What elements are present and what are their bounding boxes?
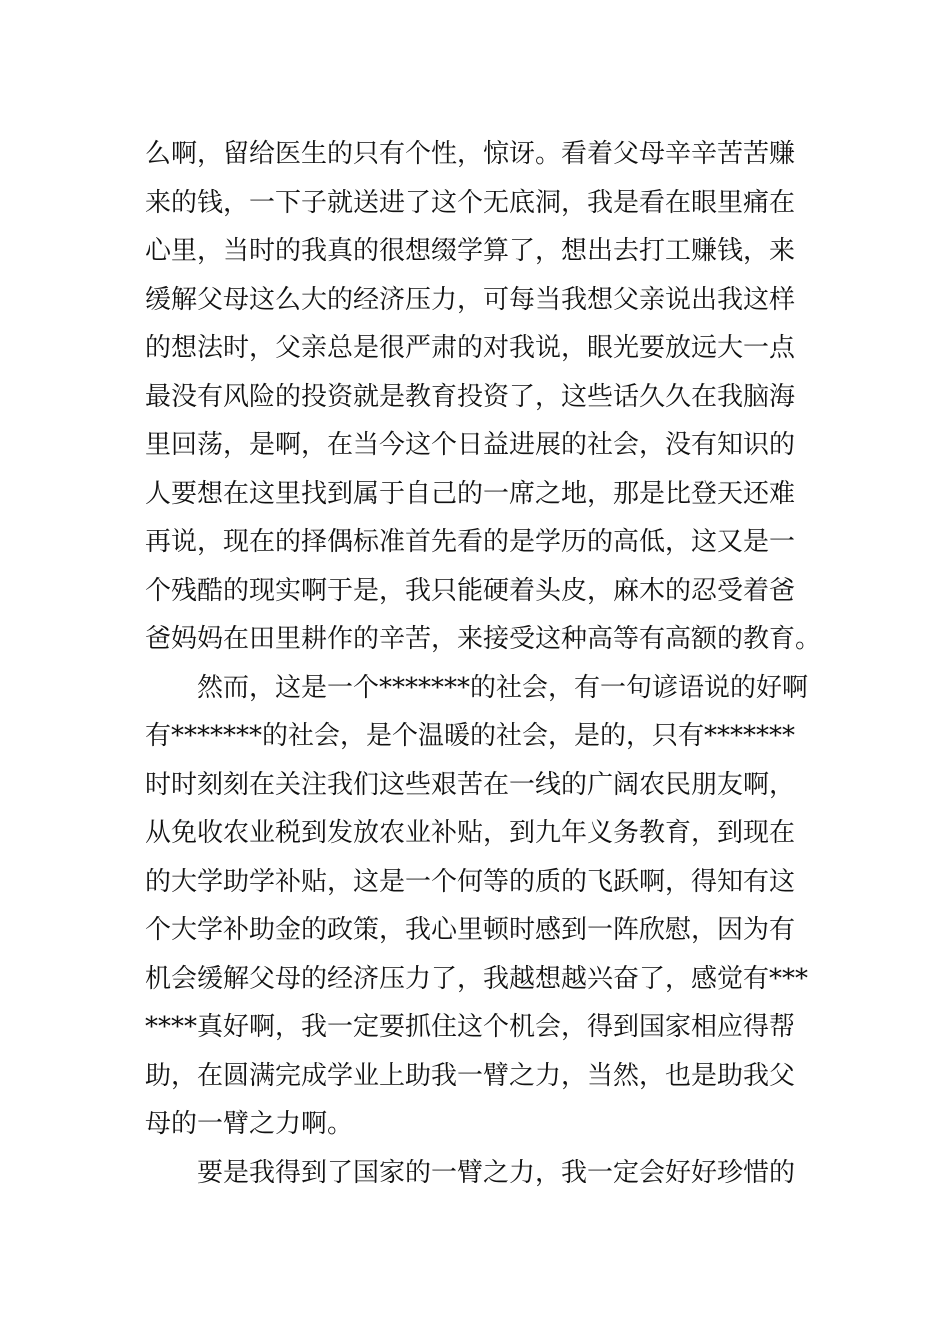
text-line: 从免收农业税到发放农业补贴，到九年义务教育，到现在 <box>145 818 796 848</box>
text-line: 机会缓解父母的经济压力了，我越想越兴奋了，感觉有*** <box>145 963 809 994</box>
text-line: 里回荡，是啊，在当今这个日益进展的社会，没有知识的 <box>145 430 796 460</box>
text-line: 人要想在这里找到属于自己的一席之地，那是比登天还难 <box>145 478 796 509</box>
text-line: 个大学补助金的政策，我心里顿时感到一阵欣慰，因为有 <box>145 915 796 945</box>
text-line: 心里，当时的我真的很想缀学算了，想出去打工赚钱，来 <box>145 236 796 266</box>
text-line: 个残酷的现实啊于是，我只能硬着头皮，麻木的忍受着爸 <box>145 575 796 606</box>
paragraph-start-line: 要是我得到了国家的一臂之力，我一定会好好珍惜的 <box>197 1157 796 1188</box>
text-line: ****真好啊，我一定要抓住这个机会，得到国家相应得帮 <box>145 1012 796 1042</box>
text-line: 有*******的社会，是个温暖的社会，是的，只有******* <box>145 721 796 751</box>
text-line: 时时刻刻在关注我们这些艰苦在一线的广阔农民朋友啊， <box>145 769 796 800</box>
text-line: 母的一臂之力啊。 <box>145 1109 354 1139</box>
text-line: 的想法时，父亲总是很严肃的对我说，眼光要放远大一点 <box>145 333 796 363</box>
body-text <box>145 130 822 1197</box>
text-line: 缓解父母这么大的经济压力，可每当我想父亲说出我这样 <box>145 284 796 315</box>
text-line: 再说，现在的择偶标准首先看的是学历的高低，这又是一 <box>145 527 796 557</box>
text-line: 爸妈妈在田里耕作的辛苦，来接受这种高等有高额的教育。 <box>145 624 822 654</box>
text-line: 助，在圆满完成学业上助我一臂之力，当然，也是助我父 <box>145 1060 796 1091</box>
text-line: 么啊，留给医生的只有个性，惊讶。看着父母辛辛苦苦赚 <box>145 139 796 169</box>
text-line: 来的钱，一下子就送进了这个无底洞，我是看在眼里痛在 <box>145 187 796 218</box>
paragraph-start-line: 然而，这是一个*******的社会，有一句谚语说的好啊 <box>197 672 809 703</box>
text-line: 最没有风险的投资就是教育投资了，这些话久久在我脑海 <box>145 381 796 412</box>
text-line: 的大学助学补贴，这是一个何等的质的飞跃啊，得知有这 <box>145 866 796 897</box>
